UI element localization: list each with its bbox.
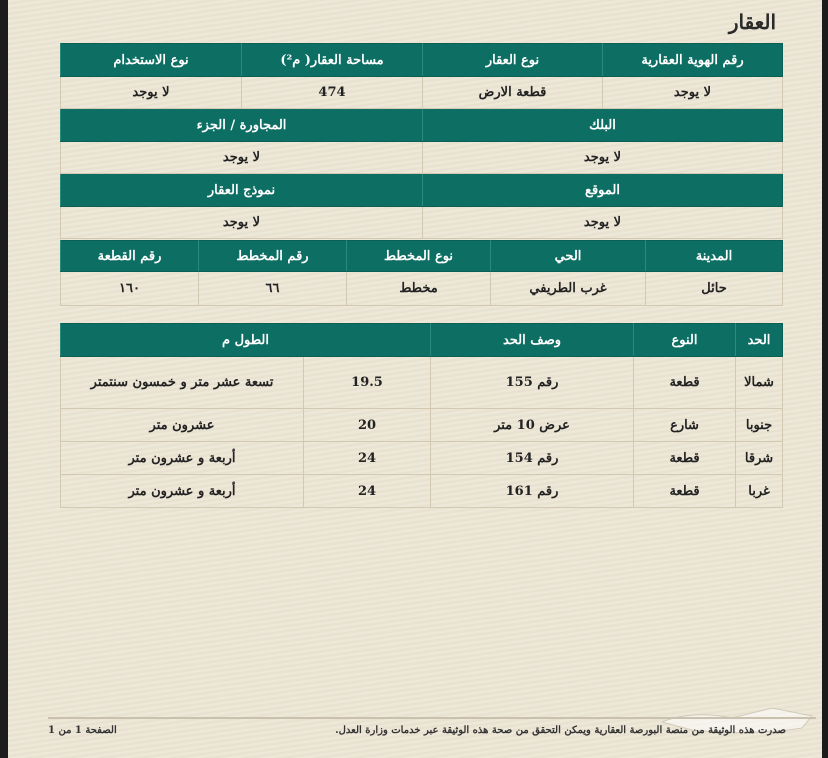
header-property-model: نموذج العقار: [61, 174, 423, 207]
property-value-row-1: [61, 77, 783, 109]
boundary-side: شرقا: [736, 442, 783, 475]
boundary-length: 24: [304, 475, 431, 508]
boundaries-header-row: [61, 324, 783, 357]
boundary-type: شارع: [634, 409, 736, 442]
value-property-area: 474: [242, 77, 423, 109]
boundary-length-text: تسعة عشر متر و خمسون سنتمتر: [61, 357, 304, 409]
header-plot-number: رقم القطعة: [61, 241, 199, 272]
boundaries-table: [60, 323, 783, 508]
boundary-side: جنوبا: [736, 409, 783, 442]
value-district: غرب الطريفي: [491, 272, 646, 306]
header-usage-type: نوع الاستخدام: [61, 44, 242, 77]
boundary-length: 20: [304, 409, 431, 442]
boundary-description: رقم 155: [431, 357, 634, 409]
header-side: الحد: [736, 324, 783, 357]
boundary-description: رقم 161: [431, 475, 634, 508]
boundary-side: شمالا: [736, 357, 783, 409]
value-property-type: قطعة الارض: [423, 77, 603, 109]
property-header-row-2: [61, 109, 783, 142]
value-plot-number: ١٦٠: [61, 272, 199, 306]
header-district: الحي: [491, 241, 646, 272]
boundary-length-text: أربعة و عشرون متر: [61, 442, 304, 475]
footer-note: صدرت هذه الوثيقة من منصة البورصة العقارية ويمكن التحقق من صحة هذه الوثيقة عبر خدمات وزارة العدل.: [335, 725, 786, 736]
value-city: حائل: [646, 272, 783, 306]
header-plan-type: نوع المخطط: [347, 241, 491, 272]
location-header-row: [61, 241, 783, 272]
boundary-type: قطعة: [634, 475, 736, 508]
value-property-id: لا يوجد: [603, 77, 783, 109]
value-block: لا يوجد: [423, 142, 783, 174]
header-city: المدينة: [646, 241, 783, 272]
boundary-length-text: عشرون متر: [61, 409, 304, 442]
header-property-area: مساحة العقار( م²): [242, 44, 423, 77]
boundary-description: عرض 10 متر: [431, 409, 634, 442]
header-block: البلك: [423, 109, 783, 142]
boundary-length-text: أربعة و عشرون متر: [61, 475, 304, 508]
boundary-row-north: [61, 357, 783, 409]
boundary-type: قطعة: [634, 357, 736, 409]
boundary-row-west: [61, 475, 783, 508]
section-title: العقار: [728, 10, 776, 34]
value-property-model: لا يوجد: [61, 207, 423, 239]
page-number: الصفحة 1 من 1: [48, 725, 117, 736]
property-header-row-1: [61, 44, 783, 77]
header-property-id: رقم الهوية العقارية: [603, 44, 783, 77]
document-page: [8, 0, 822, 758]
boundary-type: قطعة: [634, 442, 736, 475]
footer-divider: [48, 717, 816, 719]
boundary-description: رقم 154: [431, 442, 634, 475]
location-table: [60, 240, 783, 306]
value-plan-number: ٦٦: [199, 272, 347, 306]
value-location: لا يوجد: [423, 207, 783, 239]
value-plan-type: مخطط: [347, 272, 491, 306]
boundary-length: 19.5: [304, 357, 431, 409]
location-value-row: [61, 272, 783, 306]
header-description: وصف الحد: [431, 324, 634, 357]
property-value-row-3: [61, 207, 783, 239]
value-usage-type: لا يوجد: [61, 77, 242, 109]
header-length: الطول م: [61, 324, 431, 357]
boundary-length: 24: [304, 442, 431, 475]
header-location: الموقع: [423, 174, 783, 207]
boundary-side: غربا: [736, 475, 783, 508]
header-type: النوع: [634, 324, 736, 357]
property-value-row-2: [61, 142, 783, 174]
property-table: [60, 43, 783, 239]
header-neighborhood-part: المجاورة / الجزء: [61, 109, 423, 142]
property-header-row-3: [61, 174, 783, 207]
value-neighborhood-part: لا يوجد: [61, 142, 423, 174]
header-plan-number: رقم المخطط: [199, 241, 347, 272]
boundary-row-south: [61, 409, 783, 442]
boundary-row-east: [61, 442, 783, 475]
header-property-type: نوع العقار: [423, 44, 603, 77]
